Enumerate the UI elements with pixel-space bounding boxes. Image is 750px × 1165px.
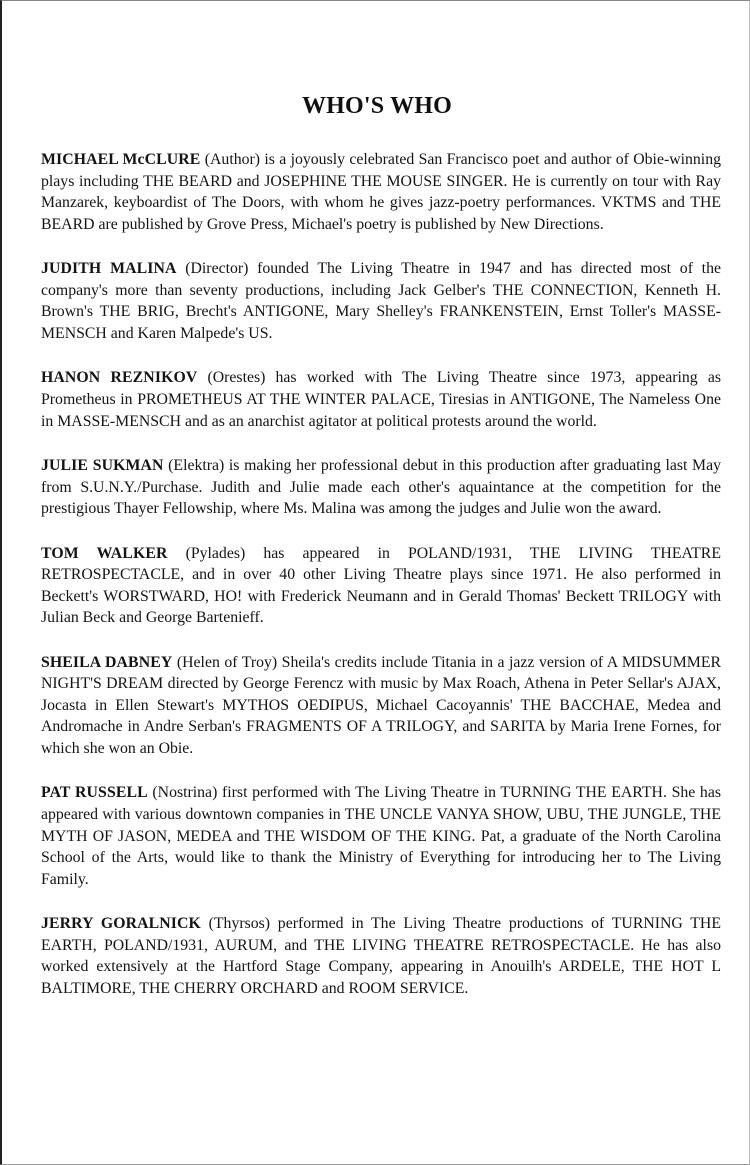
bio-text: (Nostrina) first performed with The Living Theatre in TURNING THE EARTH. She has appeared with various downtown companies in THE UNCLE VANYA SHOW, UBU, THE JUNGLE, THE MYTH OF JASON, MEDEA and THE WISDOM OF THE KING. Pat, a graduate of the North Carolina School of the Arts, would like to thank the Ministry of Everything for introducing her to The Living Family. <box>41 784 721 888</box>
bio-text: (Pylades) has appeared in POLAND/1931, THE LIVING THEATRE RETROSPECTACLE, and in over 40 other Living Theatre plays since 1971. He also performed in Beckett's WORSTWARD, HO! with Frederick Neumann and in Gerald Thomas' Beckett TRILOGY with Julian Beck and George Bartenieff. <box>41 544 721 627</box>
bio-name: MICHAEL McCLURE <box>41 151 201 168</box>
bio-text: (Director) founded The Living Theatre in 1947 and has directed most of the company's more than seventy productions, including Jack Gelber's THE CONNECTION, Kenneth H. Brown's THE BRIG, Brecht's ANTIGONE, Mary Shelley's FRANKENSTEIN, Ernst Toller's MASSE-MENSCH and Karen Malpede's US. <box>41 260 721 342</box>
bio-name: HANON REZNIKOV <box>41 369 198 387</box>
bio-hanon-reznikov <box>41 367 721 432</box>
bio-tom-walker <box>41 543 721 629</box>
bio-text: (Elektra) is making her professional debut in this production after graduating last May from S.U.N.Y./Purchase. Judith and Julie made each other's aquaintance at the competition for the prestigious Thayer Fellowship, where Ms. Malina was among the judges and Julie won the award. <box>41 456 722 518</box>
bio-michael-mcclure <box>41 149 721 235</box>
bio-name: JULIE SUKMAN <box>41 456 164 474</box>
bio-jerry-goralnick <box>41 913 721 999</box>
bio-text: (Author) is a joyously celebrated San Francisco poet and author of Obie-winning plays including THE BEARD and JOSEPHINE THE MOUSE SINGER. He is currently on tour with Ray Manzarek, keyboardist of The Doors, with whom he gives jazz-poetry performances. VKTMS and THE BEARD are published by Grove Press, Michael's poetry is published by New Directions. <box>41 151 721 233</box>
bio-name: SHEILA DABNEY <box>41 653 173 671</box>
bio-name: PAT RUSSELL <box>41 784 148 802</box>
bio-julie-sukman <box>41 455 721 520</box>
page-title: WHO'S WHO <box>301 93 453 119</box>
bio-text: (Thyrsos) performed in The Living Theatre productions of TURNING THE EARTH, POLAND/1931, AURUM, and THE LIVING THEATRE RETROSPECTACLE. He has also worked extensively at the Hartford Stage Company, appearing in Anouilh's ARDELE, THE HOT L BALTIMORE, THE CHERRY ORCHARD and ROOM SERVICE. <box>41 915 721 997</box>
bio-name: JERRY GORALNICK <box>41 915 201 933</box>
bio-pat-russell <box>41 782 721 890</box>
bio-sheila-dabney <box>41 652 721 760</box>
bio-name: JUDITH MALINA <box>41 260 177 278</box>
bio-list <box>41 149 721 1022</box>
bio-text: (Orestes) has worked with The Living Theatre since 1973, appearing as Prometheus in PROMETHEUS AT THE WINTER PALACE, Tiresias in ANTIGONE, The Nameless One in MASSE-MENSCH and as an anarchist agitator at political protests around the world. <box>41 369 721 430</box>
bio-name: TOM WALKER <box>41 544 168 562</box>
bio-text: (Helen of Troy) Sheila's credits include Titania in a jazz version of A MIDSUMMER NIGHT'S DREAM directed by George Ferencz with music by Max Roach, Athena in Peter Sellar's AJAX, Jocasta in Ellen Stewart's MYTHOS OEDIPUS, Michael Cacoyannis' THE BACCHAE, Medea and Andromache in Andre Serban's FRAGMENTS OF A TRILOGY, and SARITA by Maria Irene Fornes, for which she won an Obie. <box>41 653 721 758</box>
bio-judith-malina <box>41 258 721 344</box>
